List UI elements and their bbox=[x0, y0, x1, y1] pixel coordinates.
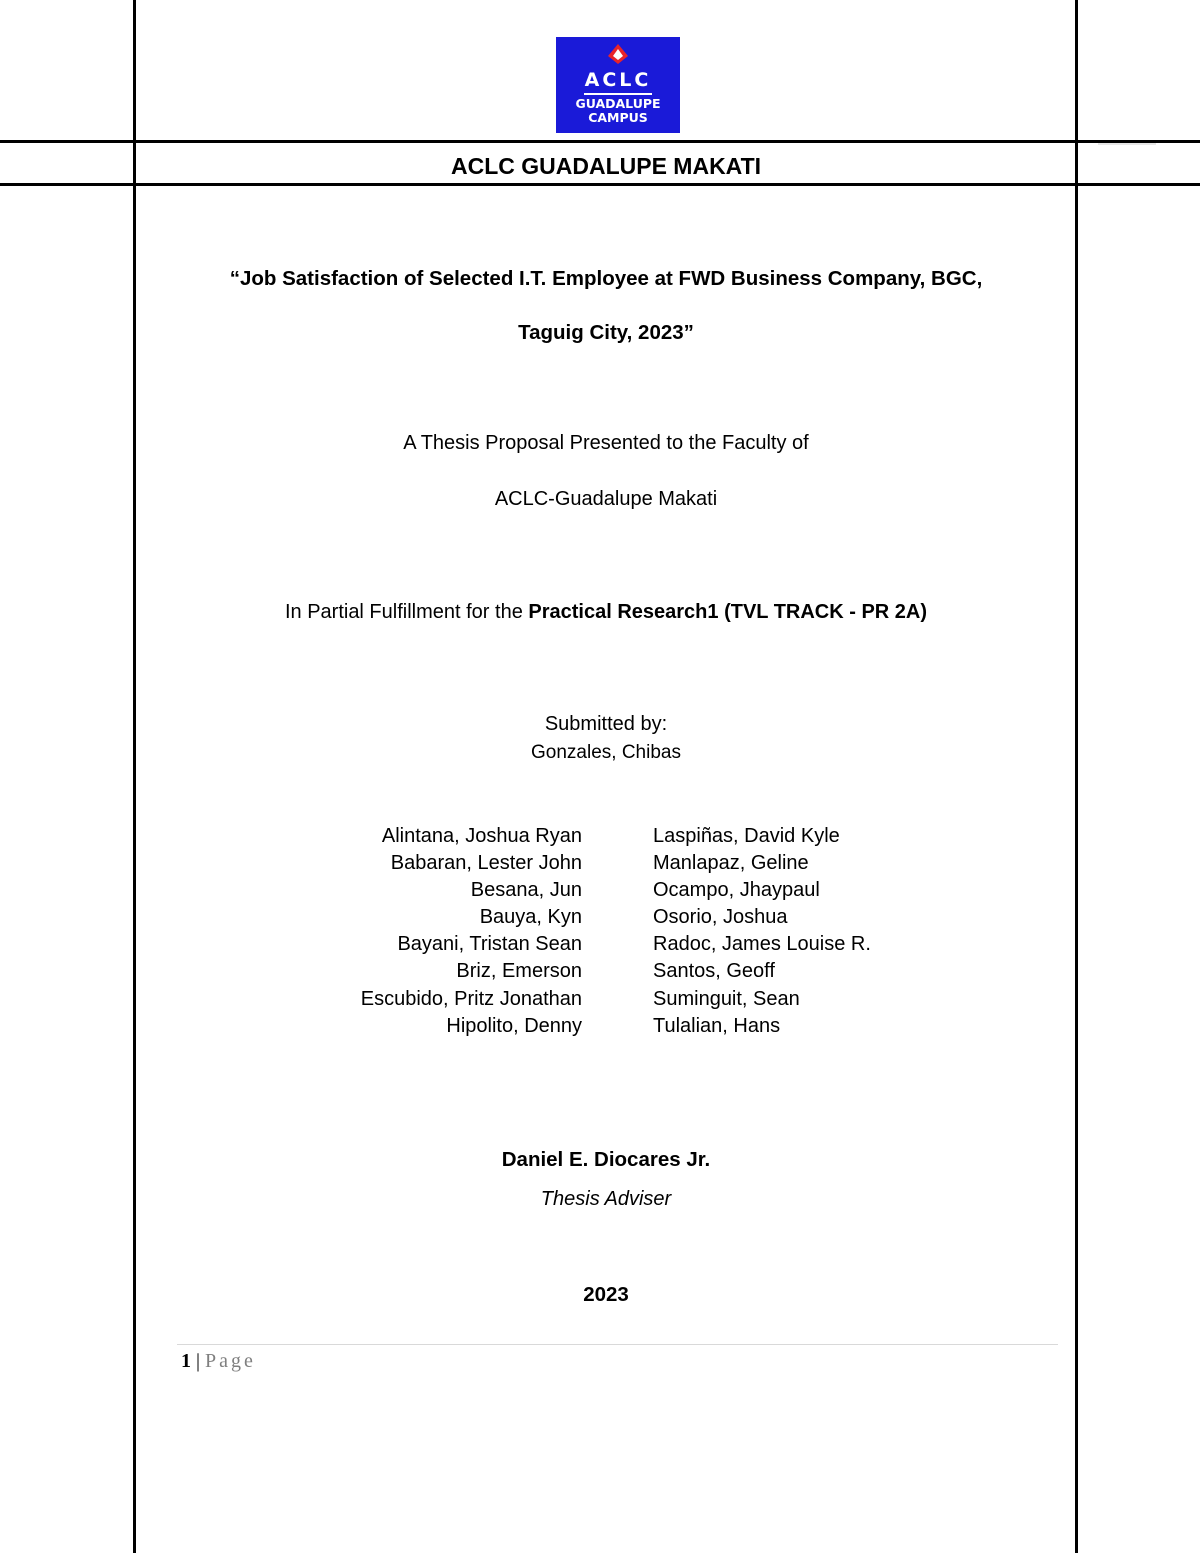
member-name: Babaran, Lester John bbox=[390, 852, 582, 875]
fulfillment-prefix: In Partial Fulfillment for the bbox=[284, 601, 529, 623]
submitted-by-label: Submitted by: bbox=[544, 713, 668, 735]
footer-divider bbox=[177, 1344, 1058, 1345]
proposal-line1: A Thesis Proposal Presented to the Faculty of bbox=[403, 432, 809, 454]
school-name-heading: ACLC GUADALUPE MAKATI bbox=[450, 153, 762, 179]
year: 2023 bbox=[583, 1283, 629, 1306]
member-name: Tulalian, Hans bbox=[653, 1014, 781, 1037]
logo-emblem-icon bbox=[607, 43, 629, 65]
margin-mark bbox=[1098, 143, 1156, 145]
member-name: Osorio, Joshua bbox=[653, 906, 788, 929]
top-rule-line bbox=[0, 140, 1200, 143]
right-border-line bbox=[1075, 0, 1078, 1553]
members-list-left bbox=[361, 823, 582, 1040]
member-name: Bayani, Tristan Sean bbox=[397, 933, 582, 956]
footer-separator: | bbox=[191, 1350, 206, 1372]
member-name: Santos, Geoff bbox=[653, 960, 775, 983]
member-name: Manlapaz, Geline bbox=[653, 852, 809, 875]
thesis-title-line1: “Job Satisfaction of Selected I.T. Employee at FWD Business Company, BGC, bbox=[229, 267, 983, 290]
members-list-right bbox=[653, 823, 871, 1040]
school-logo bbox=[556, 37, 680, 133]
course-name: Practical Research1 (TVL TRACK - PR 2A) bbox=[528, 601, 928, 623]
thesis-title-line2: Taguig City, 2023” bbox=[518, 321, 694, 344]
fulfillment-statement bbox=[135, 601, 1077, 624]
page-footer bbox=[181, 1350, 256, 1373]
member-name: Ocampo, Jhaypaul bbox=[653, 879, 820, 902]
adviser-role: Thesis Adviser bbox=[540, 1188, 672, 1210]
logo-campus-line1: GUADALUPE bbox=[575, 96, 661, 111]
adviser-name: Daniel E. Diocares Jr. bbox=[501, 1148, 711, 1171]
page-label: Page bbox=[205, 1350, 256, 1372]
left-border-line bbox=[133, 0, 136, 1553]
bottom-rule-line bbox=[0, 183, 1200, 186]
member-name: Escubido, Pritz Jonathan bbox=[360, 987, 582, 1010]
member-name: Besana, Jun bbox=[470, 879, 582, 902]
member-name: Radoc, James Louise R. bbox=[653, 933, 871, 956]
proposal-line2: ACLC-Guadalupe Makati bbox=[494, 488, 718, 510]
page-number: 1 bbox=[181, 1350, 191, 1372]
logo-brand: ACLC bbox=[584, 69, 652, 91]
member-name: Hipolito, Denny bbox=[446, 1014, 582, 1037]
group-leader-name: Gonzales, Chibas bbox=[531, 742, 681, 763]
member-name: Bauya, Kyn bbox=[479, 906, 582, 929]
member-name: Alintana, Joshua Ryan bbox=[381, 825, 582, 847]
member-name: Laspiñas, David Kyle bbox=[653, 825, 840, 847]
member-name: Suminguit, Sean bbox=[653, 987, 800, 1010]
logo-campus-line2: CAMPUS bbox=[588, 110, 648, 125]
logo-divider bbox=[584, 93, 652, 95]
member-name: Briz, Emerson bbox=[456, 960, 582, 983]
